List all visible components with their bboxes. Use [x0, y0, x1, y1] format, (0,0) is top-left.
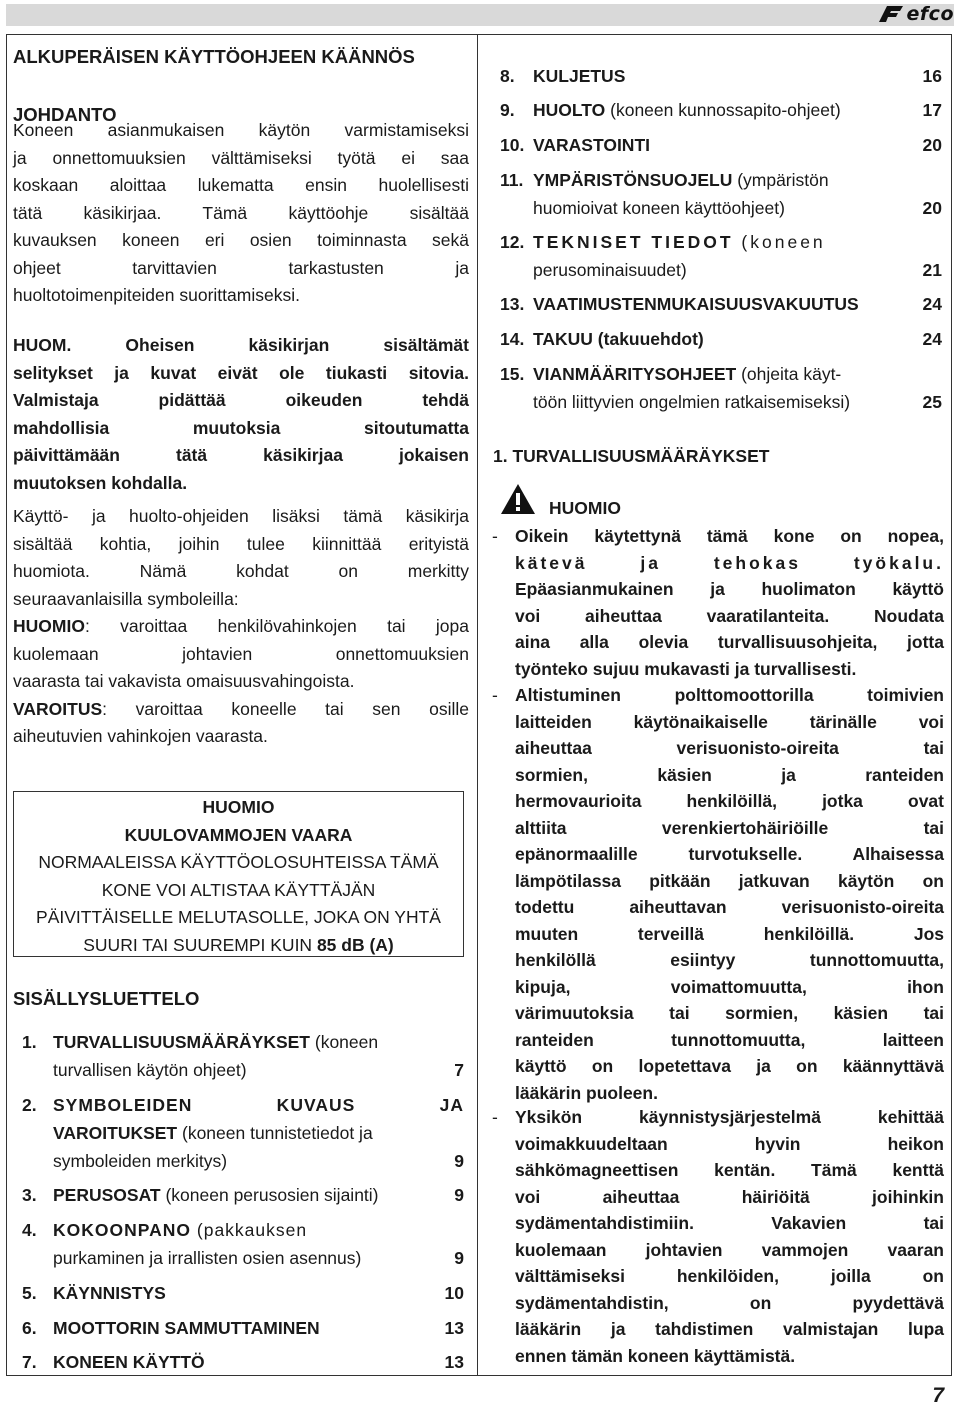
box-title: HUOMIO	[202, 797, 275, 817]
header-bar	[6, 4, 954, 26]
toc-title-bold: YMPÄRISTÖNSUOJELU	[533, 170, 733, 190]
toc-desc: (ympäristön	[732, 170, 829, 190]
bullet-line: muuten terveillä henkilöillä. Jos	[515, 923, 944, 944]
symbols-line: Käyttö- ja huolto-ohjeiden lisäksi tämä käsikirja	[13, 506, 469, 526]
toc-page: 13	[444, 1318, 464, 1338]
huomio-text: : varoittaa henkilövahinkojen tai jopa	[84, 616, 469, 636]
toc-number: 13.	[500, 294, 525, 314]
bullet-line: henkilöllä esiintyy tunnottomuutta,	[515, 950, 944, 970]
bullet-line: lääkärin ja tahdistimen valmistajan lupa	[515, 1319, 944, 1339]
warning-label: HUOMIO	[549, 498, 621, 518]
note-line: selitykset ja kuvat eivät ole tiukasti sitovia.	[13, 362, 469, 383]
bullet-line: kipuja, voimattomuutta, ihon	[515, 976, 944, 997]
varoitus-label: VAROITUS	[13, 698, 103, 719]
toc-number: 14.	[500, 329, 525, 349]
toc-desc: (koneen perusosien sijainti)	[160, 1185, 379, 1205]
toc-desc: purkaminen ja irrallisten osien asennus)	[53, 1248, 362, 1268]
toc-title-bold: SYMBOLEIDEN KUVAUS JA	[53, 1095, 464, 1115]
toc-desc: (koneen kunnossapito-ohjeet)	[605, 100, 841, 120]
toc-number: 2.	[22, 1095, 37, 1115]
toc-number: 1.	[22, 1032, 37, 1052]
toc-number: 11.	[500, 170, 524, 190]
toc-number: 3.	[22, 1185, 37, 1205]
warning-triangle-icon	[500, 483, 536, 515]
toc-desc: huomioivat koneen käyttöohjeet)	[533, 198, 785, 218]
bullet-line: käyttö on lopetettava ja on käännyttävä	[515, 1056, 944, 1076]
huomio-label: HUOMIO	[13, 616, 85, 636]
intro-line: koskaan aloittaa lukematta ensin huolellisesti	[13, 175, 469, 195]
symbols-line: huomiota. Nämä kohdat on merkitty	[13, 561, 469, 581]
toc-title	[53, 1182, 379, 1209]
bullet-line: lämpötilassa pitkään jatkuvan käytön on	[515, 870, 944, 891]
bullet-line: hermovaurioita henkilöillä, jotka ovat	[515, 791, 944, 811]
toc-page: 13	[444, 1352, 464, 1372]
bullet-line: ennen tämän koneen käyttämistä.	[515, 1345, 796, 1366]
section-heading: 1. TURVALLISUUSMÄÄRÄYKSET	[493, 446, 770, 466]
toc-number: 12.	[500, 232, 525, 252]
bullet-line: sydämentahdistin, on pyydettävä	[515, 1292, 944, 1313]
toc-desc: (koneen	[310, 1032, 379, 1052]
symbols-line: seuraavanlaisilla symboleilla:	[13, 588, 239, 609]
toc-page: 9	[454, 1185, 464, 1205]
box-line-text: SUURI TAI SUUREMPI KUIN	[83, 934, 317, 955]
logo-text: efco	[906, 3, 954, 25]
toc-number: 7.	[22, 1352, 37, 1372]
varoitus-text: : varoittaa koneelle tai sen osille	[102, 698, 469, 719]
bullet-line: Epäasianmukainen ja huolimaton käyttö	[515, 579, 944, 599]
huomio-line: kuolemaan johtavien onnettomuuksien	[13, 643, 469, 664]
huomio-definition	[13, 613, 469, 641]
toc-page: 24	[922, 329, 942, 349]
toc-number: 8.	[500, 66, 515, 86]
toc-title	[533, 361, 841, 388]
toc-page: 9	[454, 1248, 464, 1268]
toc-page: 7	[454, 1060, 464, 1080]
toc-number: 4.	[22, 1220, 37, 1240]
note-line: mahdollisia muutoksia sitoutumatta	[13, 417, 469, 438]
toc-heading: SISÄLLYSLUETTELO	[13, 988, 200, 1009]
note-paragraph	[13, 332, 469, 497]
bullet-line: laitteiden käytönaikaiselle tärinälle voi	[515, 711, 944, 732]
toc-title-bold: KÄYNNISTYS	[53, 1283, 166, 1303]
bullet-line: työnteko sujuu mukavasti ja turvallisesti.	[515, 658, 857, 679]
bullet-line: Oikein käytettynä tämä kone on nopea,	[515, 526, 944, 546]
box-subtitle: KUULOVAMMOJEN VAARA	[124, 824, 353, 845]
efco-logo-icon	[877, 4, 905, 24]
note-line: HUOM. Oheisen käsikirjan sisältämät	[13, 335, 469, 355]
toc-desc: (pakkauksen	[191, 1220, 308, 1240]
bullet-dash: -	[492, 1107, 498, 1127]
toc-number: 6.	[22, 1318, 37, 1338]
toc-desc: symboleiden merkitys)	[53, 1151, 228, 1171]
brand-logo	[854, 3, 954, 25]
note-line: muutoksen kohdalla.	[13, 472, 188, 493]
symbols-paragraph	[13, 503, 469, 751]
bullet-line: epänormaalille turvotukselle. Alhaisessa	[515, 844, 944, 864]
toc-desc: perusominaisuudet)	[533, 260, 687, 280]
toc-title-bold: TEKNISET TIEDOT	[533, 232, 734, 252]
toc-page: 10	[444, 1283, 464, 1303]
toc-title	[53, 1217, 464, 1244]
bullet-line: lääkärin puoleen.	[515, 1082, 658, 1103]
intro-line: huoltotoimenpiteiden suorittamiseksi.	[13, 285, 300, 305]
toc-title	[533, 167, 829, 194]
toc-title-bold: MOOTTORIN SAMMUTTAMINEN	[53, 1318, 320, 1338]
toc-number: 5.	[22, 1283, 37, 1303]
bullet-line: kuolemaan johtavien vammojen vaaran	[515, 1239, 944, 1260]
intro-line: kuvauksen koneen eri osien toiminnasta sekä	[13, 230, 469, 250]
bullet-dash: -	[492, 685, 498, 705]
bullet-line: ranteiden tunnottomuutta, laitteen	[515, 1029, 944, 1050]
toc-title	[53, 1120, 373, 1147]
bullet-line: todettu aiheuttavan verisuonisto-oireita	[515, 897, 944, 917]
page-number: 7	[932, 1384, 944, 1407]
bullet-line: aiheuttaa verisuonisto-oireita tai	[515, 738, 944, 758]
symbols-line: sisältää kohtia, joihin tulee kiinnittää erityistä	[13, 533, 469, 554]
toc-page: 20	[922, 135, 942, 155]
intro-line: Koneen asianmukaisen käytön varmistamiseksi	[13, 120, 469, 140]
bullet-line: Altistuminen polttomoottorilla toimivien	[515, 685, 944, 705]
toc-desc: (koneen	[733, 232, 826, 252]
toc-title-bold: KULJETUS	[533, 66, 626, 86]
toc-title-bold: PERUSOSAT	[53, 1185, 161, 1205]
intro-heading: JOHDANTO	[13, 104, 117, 125]
toc-desc: töön liittyvien ongelmien ratkaisemiseksi)	[533, 392, 851, 412]
toc-title-bold: KOKOONPANO	[53, 1220, 192, 1240]
note-line: päivittämään tätä käsikirjaa jokaisen	[13, 445, 469, 465]
noise-level: 85 dB (A)	[316, 934, 394, 955]
box-line: KONE VOI ALTISTAA KÄYTTÄJÄN	[101, 879, 376, 900]
bullet-line: värimuutoksia tai sormien, käsien tai	[515, 1003, 944, 1023]
note-line: Valmistaja pidättää oikeuden tehdä	[13, 390, 469, 410]
bullet-dash: -	[492, 526, 498, 546]
toc-title-bold: VARASTOINTI	[533, 135, 650, 155]
toc-title-bold: VIANMÄÄRITYSOHJEET	[533, 364, 737, 384]
intro-line: tätä käsikirjaa. Tämä käyttöohje sisältää	[13, 202, 469, 223]
toc-number: 10.	[500, 135, 525, 155]
bullet-line: Yksikön käynnistysjärjestelmä kehittää	[515, 1107, 944, 1127]
toc-page: 9	[454, 1151, 464, 1171]
varoitus-definition	[13, 696, 469, 724]
toc-title-bold: TURVALLISUUSMÄÄRÄYKSET	[53, 1032, 310, 1052]
intro-line: ohjeet tarvittavien tarkastusten ja	[13, 257, 469, 278]
box-line: PÄIVITTÄISELLE MELUTASOLLE, JOKA ON YHTÄ	[36, 907, 441, 927]
bullet-line: voi aiheuttaa häiriöitä joihinkin	[515, 1186, 944, 1207]
toc-page: 24	[922, 294, 942, 314]
noise-warning-box	[13, 791, 464, 957]
intro-paragraph	[13, 117, 469, 310]
bullet-line: kätevä ja tehokas työkalu.	[515, 552, 944, 573]
bullet-line: alttiita verenkiertohäiriöille tai	[515, 817, 944, 838]
toc-title-bold: KONEEN KÄYTTÖ	[53, 1352, 205, 1372]
toc-desc: turvallisen käytön ohjeet)	[53, 1060, 247, 1080]
toc-title-bold: VAROITUKSET	[53, 1123, 178, 1143]
varoitus-line: aiheutuvien vahinkojen vaarasta.	[13, 726, 268, 746]
intro-line: ja onnettomuuksien välttämiseksi työtä ei saa	[13, 147, 469, 168]
box-line	[14, 932, 463, 960]
toc-page: 21	[922, 260, 942, 280]
bullet-line: välttämiseksi henkilöiden, joilla on	[515, 1266, 944, 1286]
toc-page: 17	[922, 100, 942, 120]
toc-number: 15.	[500, 364, 525, 384]
toc-desc: (ohjeita käyt-	[736, 364, 842, 384]
toc-title-bold: TAKUU (takuuehdot)	[533, 329, 704, 349]
box-line: NORMAALEISSA KÄYTTÖOLOSUHTEISSA TÄMÄ	[38, 852, 439, 872]
toc-desc: (koneen tunnistetiedot ja	[177, 1123, 373, 1143]
bullet-line: sähkömagneettisen kentän. Tämä kenttä	[515, 1160, 944, 1180]
toc-page: 25	[922, 392, 942, 412]
bullet-line: sormien, käsien ja ranteiden	[515, 764, 944, 785]
toc-number: 9.	[500, 100, 515, 120]
huomio-line: vaarasta tai vakavista omaisuusvahingoista.	[13, 671, 355, 691]
toc-title	[533, 97, 841, 124]
bullet-line: aina alla olevia turvallisuusohjeita, jotta	[515, 632, 944, 652]
toc-page: 16	[922, 66, 942, 86]
document-title: ALKUPERÄISEN KÄYTTÖOHJEEN KÄÄNNÖS	[13, 46, 415, 67]
bullet-line: sydämentahdistimiin. Vakavien tai	[515, 1213, 944, 1233]
bullet-line: voimakkuudeltaan hyvin heikon	[515, 1133, 944, 1154]
toc-title-bold: VAATIMUSTENMUKAISUUSVAKUUTUS	[533, 294, 859, 314]
bullet-line: voi aiheuttaa vaaratilanteita. Noudata	[515, 605, 944, 626]
toc-title	[53, 1029, 378, 1056]
column-divider	[477, 34, 478, 1376]
toc-title	[533, 229, 826, 256]
toc-page: 20	[922, 198, 942, 218]
toc-title-bold: HUOLTO	[533, 100, 606, 120]
